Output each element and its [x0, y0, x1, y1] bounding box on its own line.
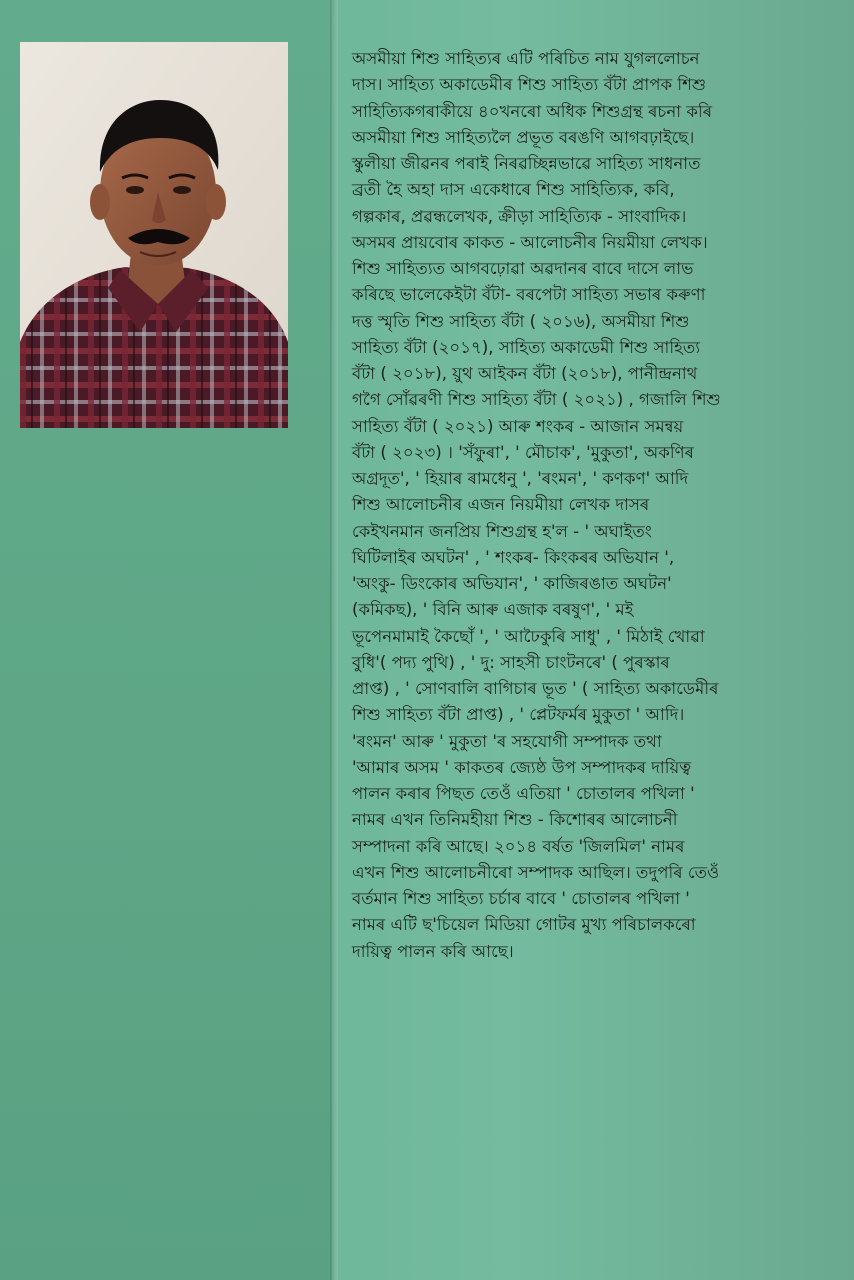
bio-line: দাস। সাহিত্য অকাডেমীৰ শিশু সাহিত্য বঁটা প্ৰাপক শিশু: [352, 75, 707, 95]
bio-line: সাহিত্য বঁটা ( ২০২১) আৰু শংকৰ - আজান সমন্বয়: [352, 416, 684, 436]
bio-line: সাহিত্য বঁটা (২০১৭), সাহিত্য অকাডেমী শিশু সাহিত্য: [352, 337, 701, 357]
bio-line: শিশু সাহিত্যত আগবঢ়োৱা অৱদানৰ বাবে দাসে লাভ: [352, 259, 694, 278]
bio-line: নামৰ এটি ছ'চিয়েল মিডিয়া গোটৰ মুখ্য পৰিচালকৰো: [352, 915, 696, 935]
bio-line: এখন শিশু আলোচনীৰো সম্পাদক আছিল। তদুপৰি তেওঁ: [352, 862, 720, 882]
bio-line: কৰিছে ভালেকেইটা বঁটা- বৰপেটা সাহিত্য সভাৰ কৰুণা: [352, 285, 706, 305]
bio-line: প্ৰাপ্ত) , ' সোণবালি বাগিচাৰ ভূত ' ( সাহিত্য অকাডেমীৰ: [352, 679, 719, 698]
bio-line: নামৰ এখন তিনিমহীয়া শিশু - কিশোৰৰ আলোচনী: [352, 810, 678, 830]
bio-line: ঘিটিলাইৰ অঘটন' , ' শংকৰ- কিংকৰৰ অভিযান ',: [352, 547, 675, 567]
bio-line: বুধি'( পদ্য পুথি) , ' দু: সাহসী চাংটনৰে' ( পুৰস্কাৰ: [352, 652, 670, 672]
bio-line: শিশু সাহিত্য বঁটা প্ৰাপ্ত) , ' প্লেটফৰ্মৰ মুকুতা ' আদি।: [352, 705, 685, 725]
bio-line: সম্পাদনা কৰি আছে। ২০১৪ বৰ্ষত 'জিলমিল' নামৰ: [352, 836, 685, 856]
bio-line: 'আমাৰ অসম ' কাকতৰ জ্যেষ্ঠ উপ সম্পাদকৰ দায়িত্ব: [352, 757, 692, 777]
bio-line: অগ্ৰদূত', ' হিয়াৰ ৰামধেনু ', 'ৰংমন', ' কণকণ' আদি: [352, 469, 689, 488]
bio-line: গল্পকাৰ, প্ৰৱন্ধলেখক, ক্ৰীড়া সাহিত্যিক - সাংবাদিক।: [352, 206, 687, 226]
book-spine-fold: [330, 0, 338, 1280]
bio-line: পালন কৰাৰ পিছত তেওঁ এতিয়া ' চোতালৰ পখিলা ': [352, 784, 695, 803]
bio-line: ব্ৰতী হৈ অহা দাস একেধাৰে শিশু সাহিত্যিক, কবি,: [352, 180, 675, 200]
bio-line: বঁটা ( ২০২৩) । 'সঁফুৰা', ' মৌচাক', 'মুকুতা', অকণিৰ: [352, 442, 695, 462]
bio-line: সাহিত্যিকগৰাকীয়ে ৪০খনৰো অধিক শিশুগ্ৰন্থ ৰচনা কৰি: [352, 101, 713, 121]
bio-line: কেইখনমান জনপ্ৰিয় শিশুগ্ৰন্থ হ'ল - ' অঘাইতং: [352, 521, 652, 541]
bio-line: বঁটা ( ২০১৮), য়ুথ আইকন বঁটা (২০১৮), পানীন্দ্ৰনাথ: [352, 364, 698, 383]
bio-line: বৰ্তমান শিশু সাহিত্য চৰ্চাৰ বাবে ' চোতালৰ পখিলা ': [352, 889, 690, 908]
bio-line: ভূপেনমামাই কৈছোঁ ', ' আঢৈকুৰি সাধু' , ' মিঠাই খোৱা: [352, 626, 705, 646]
bio-line: শিশু আলোচনীৰ এজন নিয়মীয়া লেখক দাসৰ: [352, 495, 650, 515]
bio-line: (কমিকছ), ' বিনি আৰু এজাক বৰষুণ', ' মই: [352, 600, 634, 620]
bio-line: দায়িত্ব পালন কৰি আছে।: [352, 941, 514, 961]
bio-line: 'ৰংমন' আৰু ' মুকুতা 'ৰ সহযোগী সম্পাদক তথা: [352, 731, 662, 751]
bio-line: গগৈ সোঁৱৰণী শিশু সাহিত্য বঁটা ( ২০২১) , গজালি শিশু: [352, 390, 721, 410]
bio-line: দত্ত স্মৃতি শিশু সাহিত্য বঁটা ( ২০১৬), অসমীয়া শিশু: [352, 311, 690, 331]
bio-line: অসমীয়া শিশু সাহিত্যৰ এটি পৰিচিত নাম যুগললোচন: [352, 49, 700, 68]
author-portrait-image: [20, 42, 288, 428]
author-biography: [352, 46, 798, 965]
bio-line: অসমীয়া শিশু সাহিত্যলৈ প্ৰভূত বৰঙণি আগবঢ়াইছে।: [352, 127, 695, 147]
bio-line: 'অংকু- ডিংকোৰ অভিযান', ' কাজিৰঙাত অঘটন': [352, 574, 672, 593]
bio-line: স্কুলীয়া জীৱনৰ পৰাই নিৰৱচ্ছিন্নভাৱে সাহিত্য সাধনাত: [352, 154, 701, 173]
bio-line: অসমৰ প্ৰায়বোৰ কাকত - আলোচনীৰ নিয়মীয়া লেখক।: [352, 232, 708, 252]
author-photo: [20, 42, 288, 428]
